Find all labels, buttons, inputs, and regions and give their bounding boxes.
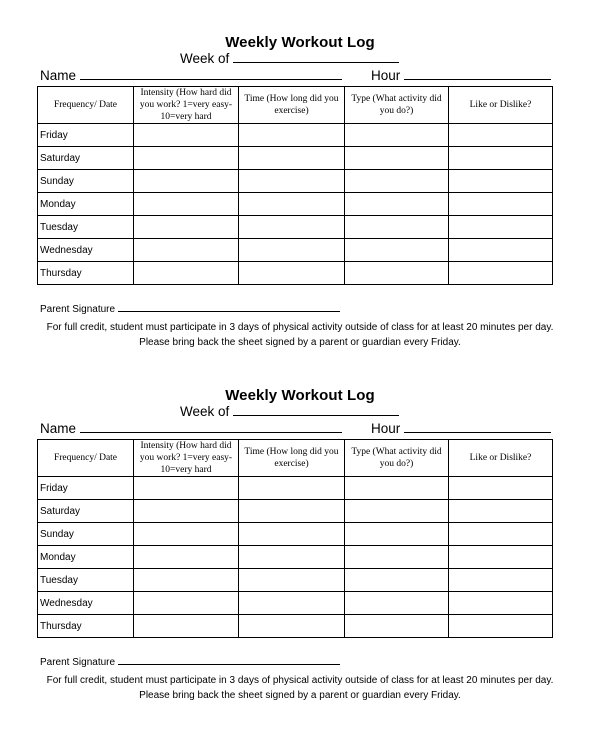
hour-label: Hour (371, 68, 401, 83)
table-cell[interactable] (449, 546, 553, 569)
day-label: Saturday (38, 147, 134, 170)
table-cell[interactable] (134, 500, 239, 523)
signature-line (118, 657, 340, 665)
name-label: Name (40, 68, 77, 83)
signature-line (118, 304, 340, 312)
table-cell[interactable] (345, 262, 449, 285)
table-cell[interactable] (239, 569, 345, 592)
day-label: Thursday (38, 262, 134, 285)
table-row (38, 193, 553, 216)
table-header-row (38, 87, 553, 124)
table-cell[interactable] (449, 592, 553, 615)
week-of-field[interactable] (180, 404, 399, 419)
week-of-label: Week of (180, 404, 230, 419)
name-field[interactable] (40, 421, 342, 436)
table-row (38, 477, 553, 500)
week-of-line (233, 52, 399, 63)
day-label: Friday (38, 124, 134, 147)
table-cell[interactable] (449, 147, 553, 170)
hour-field[interactable] (371, 68, 551, 83)
table-cell[interactable] (239, 262, 345, 285)
table-row (38, 592, 553, 615)
week-of-field[interactable] (180, 51, 399, 66)
table-row (38, 546, 553, 569)
table-cell[interactable] (239, 147, 345, 170)
table-cell[interactable] (345, 500, 449, 523)
column-header: Time (How long did you exercise) (239, 87, 345, 124)
day-label: Saturday (38, 500, 134, 523)
parent-signature-field[interactable] (40, 304, 340, 315)
credit-note: For full credit, student must participate in 3 days of physical activity outside of class for at least 20 minutes per day. Please bring back the sheet signed by a parent or guardian every Friday. (46, 675, 554, 701)
table-cell[interactable] (449, 500, 553, 523)
credit-note: For full credit, student must participate in 3 days of physical activity outside of class for at least 20 minutes per day. Please bring back the sheet signed by a parent or guardian every Friday. (46, 322, 554, 348)
signature-label: Parent Signature (40, 304, 116, 315)
day-label: Wednesday (38, 239, 134, 262)
table-cell[interactable] (134, 124, 239, 147)
column-header: Like or Dislike? (449, 87, 553, 124)
table-cell[interactable] (134, 546, 239, 569)
table-cell[interactable] (134, 569, 239, 592)
table-cell[interactable] (134, 592, 239, 615)
name-line (80, 422, 342, 433)
hour-line (404, 422, 551, 433)
day-label: Sunday (38, 170, 134, 193)
signature-label: Parent Signature (40, 657, 116, 668)
name-line (80, 69, 342, 80)
table-cell[interactable] (345, 569, 449, 592)
day-label: Monday (38, 193, 134, 216)
column-header: Type (What activity did you do?) (345, 87, 449, 124)
table-row (38, 124, 553, 147)
day-label: Friday (38, 477, 134, 500)
column-header: Like or Dislike? (449, 440, 553, 477)
log-title: Weekly Workout Log (225, 387, 375, 404)
table-cell[interactable] (239, 523, 345, 546)
column-header: Intensity (How hard did you work? 1=very easy-10=very hard (134, 440, 239, 477)
table-cell[interactable] (345, 147, 449, 170)
log-title: Weekly Workout Log (225, 34, 375, 51)
day-label: Wednesday (38, 592, 134, 615)
table-row (38, 615, 553, 638)
table-cell[interactable] (449, 523, 553, 546)
workout-table (37, 439, 553, 638)
table-row (38, 500, 553, 523)
table-cell[interactable] (239, 546, 345, 569)
parent-signature-field[interactable] (40, 657, 340, 668)
table-cell[interactable] (345, 615, 449, 638)
table-cell[interactable] (449, 239, 553, 262)
name-field[interactable] (40, 68, 342, 83)
hour-line (404, 69, 551, 80)
table-cell[interactable] (449, 615, 553, 638)
table-cell[interactable] (239, 592, 345, 615)
table-cell[interactable] (239, 124, 345, 147)
table-cell[interactable] (239, 239, 345, 262)
day-label: Tuesday (38, 569, 134, 592)
table-cell[interactable] (345, 477, 449, 500)
table-cell[interactable] (134, 615, 239, 638)
table-cell[interactable] (134, 262, 239, 285)
table-cell[interactable] (345, 523, 449, 546)
column-header: Time (How long did you exercise) (239, 440, 345, 477)
table-cell[interactable] (345, 124, 449, 147)
table-row (38, 147, 553, 170)
table-cell[interactable] (345, 239, 449, 262)
table-cell[interactable] (449, 216, 553, 239)
table-cell[interactable] (134, 170, 239, 193)
table-cell[interactable] (134, 523, 239, 546)
table-cell[interactable] (449, 193, 553, 216)
table-cell[interactable] (239, 615, 345, 638)
table-row (38, 569, 553, 592)
column-header: Intensity (How hard did you work? 1=very easy-10=very hard (134, 87, 239, 124)
table-cell[interactable] (345, 170, 449, 193)
table-cell[interactable] (449, 124, 553, 147)
table-cell[interactable] (345, 216, 449, 239)
day-label: Monday (38, 546, 134, 569)
day-label: Sunday (38, 523, 134, 546)
table-row (38, 262, 553, 285)
table-cell[interactable] (239, 500, 345, 523)
table-cell[interactable] (239, 216, 345, 239)
table-cell[interactable] (239, 170, 345, 193)
day-label: Tuesday (38, 216, 134, 239)
table-cell[interactable] (239, 477, 345, 500)
table-cell[interactable] (134, 193, 239, 216)
week-of-line (233, 405, 399, 416)
week-of-label: Week of (180, 51, 230, 66)
table-cell[interactable] (449, 170, 553, 193)
name-label: Name (40, 421, 77, 436)
day-label: Thursday (38, 615, 134, 638)
table-cell[interactable] (134, 239, 239, 262)
table-cell[interactable] (449, 569, 553, 592)
table-cell[interactable] (345, 546, 449, 569)
table-row (38, 216, 553, 239)
hour-field[interactable] (371, 421, 551, 436)
column-header: Frequency/ Date (38, 87, 134, 124)
table-header-row (38, 440, 553, 477)
workout-table (37, 86, 553, 285)
table-cell[interactable] (449, 262, 553, 285)
table-cell[interactable] (345, 193, 449, 216)
column-header: Type (What activity did you do?) (345, 440, 449, 477)
table-row (38, 523, 553, 546)
hour-label: Hour (371, 421, 401, 436)
table-cell[interactable] (134, 147, 239, 170)
column-header: Frequency/ Date (38, 440, 134, 477)
table-row (38, 170, 553, 193)
table-cell[interactable] (239, 193, 345, 216)
table-cell[interactable] (345, 592, 449, 615)
table-cell[interactable] (449, 477, 553, 500)
table-row (38, 239, 553, 262)
table-cell[interactable] (134, 477, 239, 500)
table-cell[interactable] (134, 216, 239, 239)
